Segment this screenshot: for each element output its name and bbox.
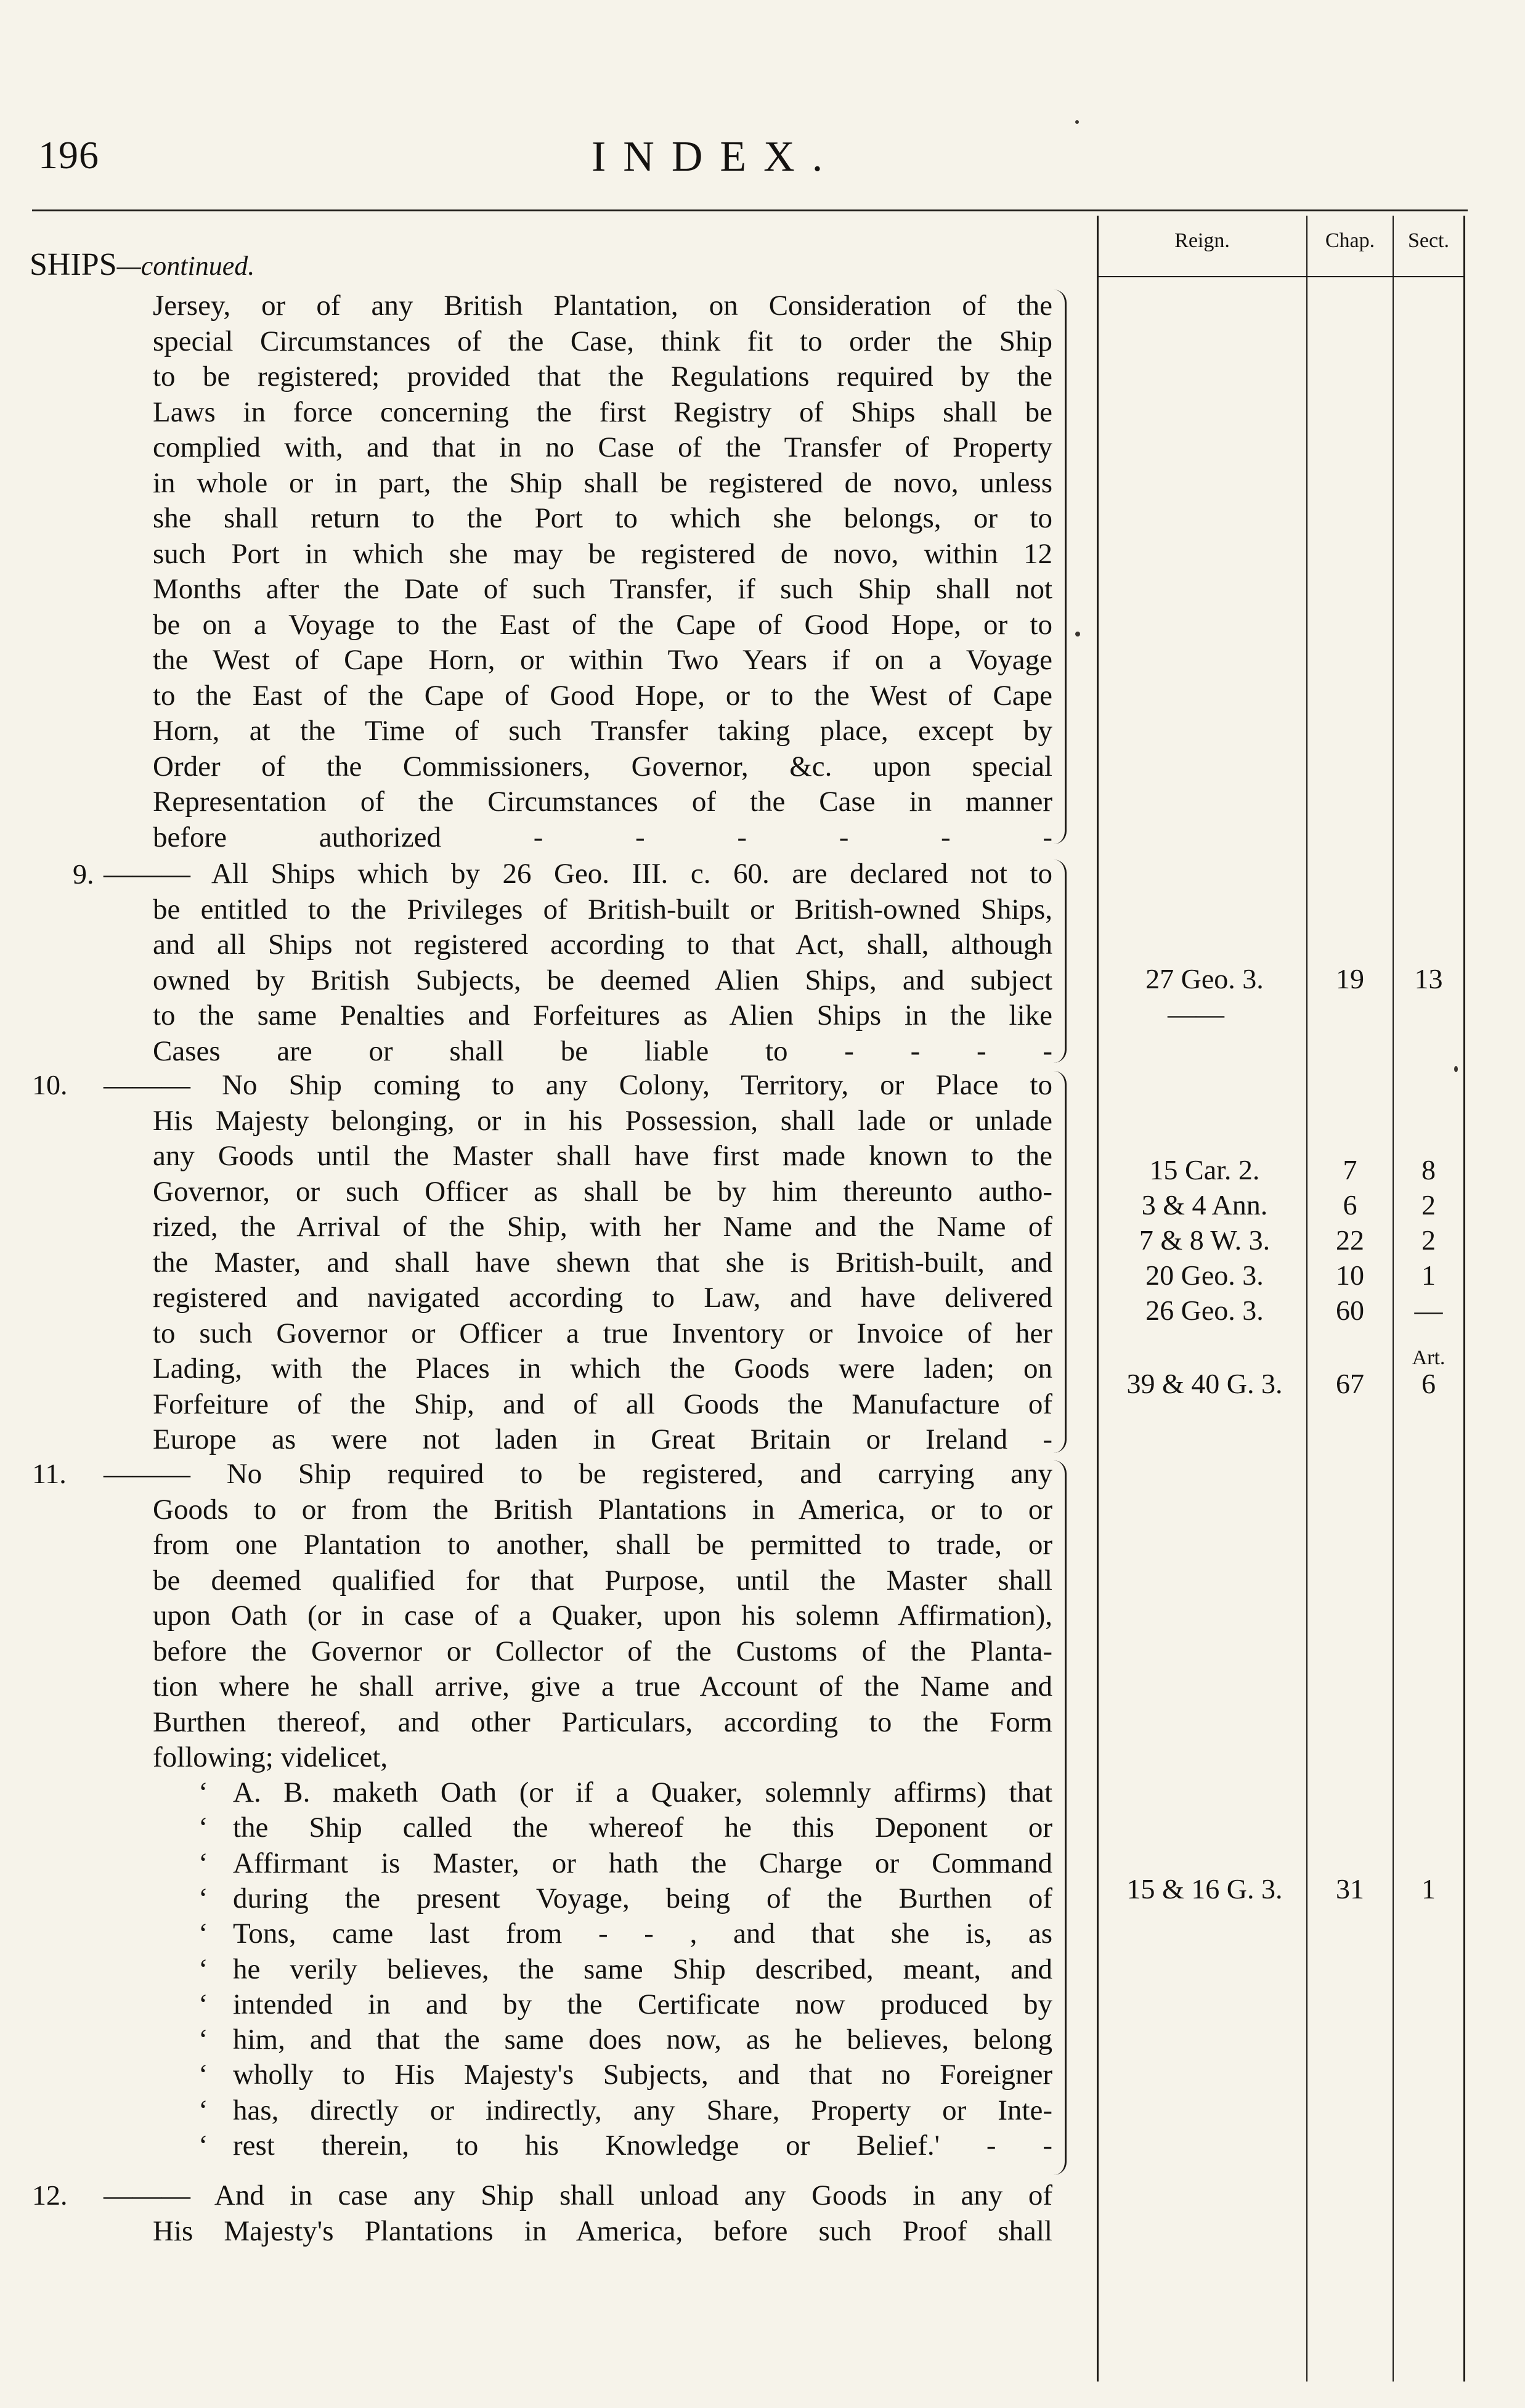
oath-quote-mark: ‘ <box>198 1882 208 1914</box>
oath-quote-mark: ‘ <box>198 1776 208 1808</box>
entry-10-sect: 8 <box>1421 1154 1436 1186</box>
entry-11-line: from one Plantation to another, shall be permitted to trade, or <box>153 1529 1052 1561</box>
entry-9-line: to the same Penalties and Forfeitures as Alien Ships in the like <box>153 999 1052 1031</box>
entry-10-reign: 3 & 4 Ann. <box>1141 1189 1268 1221</box>
oath-line: rest therein, to his Knowledge or Belief.' - - <box>233 2129 1052 2162</box>
oath-line: him, and that the same does now, as he believes, belong <box>233 2024 1052 2056</box>
entry-10-line: Governor, or such Officer as shall be by him thereunto autho- <box>153 1175 1052 1208</box>
entry-10-line: His Majesty belonging, or in his Possession, shall lade or unlade <box>153 1104 1052 1137</box>
oath-quote-mark: ‘ <box>198 2024 208 2056</box>
entry-10-chap: 6 <box>1343 1189 1357 1221</box>
oath-line: A. B. maketh Oath (or if a Quaker, solemnly affirms) that <box>233 1776 1052 1808</box>
column-header-sect: Sect. <box>1407 229 1450 252</box>
entry-8-line: to the East of the Cape of Good Hope, or to the West of Cape <box>153 679 1052 712</box>
entry-9-chap: 19 <box>1336 963 1364 995</box>
entry-10-reign: 15 Car. 2. <box>1149 1154 1260 1186</box>
paper-speck <box>1454 1066 1458 1072</box>
entry-8-line: she shall return to the Port to which she belongs, or to <box>153 502 1052 534</box>
entry-8-line: the West of Cape Horn, or within Two Years if on a Voyage <box>153 644 1052 676</box>
entry-10-sect: 6 <box>1421 1368 1436 1399</box>
entry-10-line: rized, the Arrival of the Ship, with her Name and the Name of <box>153 1211 1052 1243</box>
entry-10-art-label: Art. <box>1412 1346 1446 1369</box>
oath-quote-mark: ‘ <box>198 1988 208 2020</box>
section-heading <box>30 246 254 283</box>
oath-line: during the present Voyage, being of the Burthen of <box>233 1882 1052 1914</box>
oath-quote-mark: ‘ <box>198 1953 208 1985</box>
oath-quote-mark: ‘ <box>198 2129 208 2162</box>
entry-8-line: special Circumstances of the Case, think fit to order the Ship <box>153 325 1052 357</box>
entry-10-chap: 67 <box>1336 1368 1364 1399</box>
section-continued: —continued. <box>116 251 255 281</box>
oath-quote-mark: ‘ <box>198 2059 208 2091</box>
entry-10-reign: 39 & 40 G. 3. <box>1126 1368 1283 1399</box>
entry-10-reign: 7 & 8 W. 3. <box>1139 1224 1271 1256</box>
entry-8-line: be on a Voyage to the East of the Cape of Good Hope, or to <box>153 608 1052 641</box>
paper-speck <box>1075 632 1080 637</box>
entry-10-line: ——— No Ship coming to any Colony, Territory, or Place to <box>104 1069 1052 1101</box>
entry-10-sect: 2 <box>1421 1224 1436 1256</box>
entry-8-line: complied with, and that in no Case of the Transfer of Property <box>153 431 1052 463</box>
entry-11-line: Burthen thereof, and other Particulars, according to the Form <box>153 1706 1052 1738</box>
entry-11-line: tion where he shall arrive, give a true Account of the Name and <box>153 1670 1052 1702</box>
oath-line: Affirmant is Master, or hath the Charge or Command <box>233 1847 1052 1879</box>
page-title: INDEX. <box>592 133 840 181</box>
entry-11-chap: 31 <box>1336 1873 1364 1905</box>
entry-8-line: Laws in force concerning the first Registry of Ships shall be <box>153 396 1052 428</box>
column-rule-right <box>1463 216 1465 2382</box>
oath-quote-mark: ‘ <box>198 2094 208 2126</box>
entry-8-line: to be registered; provided that the Regulations required by the <box>153 360 1052 393</box>
entry-12-number: 12. <box>32 2179 68 2211</box>
entry-8-line: Order of the Commissioners, Governor, &c. upon special <box>153 750 1052 783</box>
entry-8-line: such Port in which she may be registered de novo, within 12 <box>153 537 1052 570</box>
entry-9-line: be entitled to the Privileges of British-built or British-owned Ships, <box>153 893 1052 925</box>
oath-line: the Ship called the whereof he this Deponent or <box>233 1812 1052 1844</box>
oath-line: intended in and by the Certificate now produced by <box>233 1988 1052 2020</box>
entry-9-sect: 13 <box>1414 963 1443 995</box>
entry-10-sect: — <box>1414 1295 1443 1326</box>
entry-10-sect: 2 <box>1421 1189 1436 1221</box>
entry-11-line: be deemed qualified for that Purpose, until the Master shall <box>153 1564 1052 1597</box>
column-rule-left <box>1097 216 1099 2382</box>
entry-10-chap: 60 <box>1336 1295 1364 1326</box>
entry-8-brace <box>1054 290 1067 844</box>
entry-8-line: Representation of the Circumstances of the Case in manner <box>153 786 1052 818</box>
entry-10-number: 10. <box>32 1069 68 1100</box>
oath-line: wholly to His Majesty's Subjects, and that no Foreigner <box>233 2059 1052 2091</box>
entry-10-line: Europe as were not laden in Great Britain or Ireland - <box>153 1423 1052 1455</box>
entry-11-line: ——— No Ship required to be registered, and carrying any <box>104 1458 1052 1490</box>
oath-quote-mark: ‘ <box>198 1847 208 1879</box>
entry-9-ditto-mark: —— <box>1168 998 1224 1030</box>
oath-quote-mark: ‘ <box>198 1812 208 1844</box>
entry-10-chap: 22 <box>1336 1224 1364 1256</box>
entry-8-line: Months after the Date of such Transfer, if such Ship shall not <box>153 573 1052 605</box>
oath-line: he verily believes, the same Ship described, meant, and <box>233 1953 1052 1985</box>
entry-10-line: registered and navigated according to Law, and have delivered <box>153 1282 1052 1314</box>
entry-11-line: following; videlicet, <box>153 1741 388 1773</box>
entry-8-line: Jersey, or of any British Plantation, on Consideration of the <box>153 290 1052 322</box>
entry-10-line: Forfeiture of the Ship, and of all Goods the Manufacture of <box>153 1388 1052 1420</box>
entry-8-line: in whole or in part, the Ship shall be registered de novo, unless <box>153 466 1052 499</box>
entry-10-line: Lading, with the Places in which the Goods were laden; on <box>153 1352 1052 1385</box>
entry-12-line: ——— And in case any Ship shall unload any Goods in any of <box>104 2179 1052 2211</box>
entry-11-sect: 1 <box>1421 1873 1436 1905</box>
column-header-reign: Reign. <box>1174 229 1230 252</box>
entry-11-line: upon Oath (or in case of a Quaker, upon his solemn Affirmation), <box>153 1600 1052 1632</box>
entry-10-brace <box>1054 1071 1067 1453</box>
entry-11-brace <box>1054 1460 1067 2175</box>
entry-11-number: 11. <box>32 1458 67 1489</box>
page-number: 196 <box>38 133 99 177</box>
entry-10-reign: 20 Geo. 3. <box>1145 1259 1264 1291</box>
entry-9-line: owned by British Subjects, be deemed Alien Ships, and subject <box>153 964 1052 996</box>
column-header-rule <box>1097 276 1465 277</box>
entry-10-chap: 7 <box>1343 1154 1357 1186</box>
entry-10-chap: 10 <box>1336 1259 1364 1291</box>
column-header-chap: Chap. <box>1325 229 1375 252</box>
entry-10-line: to such Governor or Officer a true Inventory or Invoice of her <box>153 1317 1052 1349</box>
entry-12-line: His Majesty's Plantations in America, before such Proof shall <box>153 2215 1052 2247</box>
entry-9-reign: 27 Geo. 3. <box>1145 963 1264 995</box>
entry-9-number: 9. <box>73 858 94 890</box>
entry-10-line: any Goods until the Master shall have first made known to the <box>153 1140 1052 1172</box>
entry-10-line: the Master, and shall have shewn that she is British-built, and <box>153 1246 1052 1279</box>
entry-11-line: before the Governor or Collector of the Customs of the Planta- <box>153 1635 1052 1667</box>
oath-line: has, directly or indirectly, any Share, Property or Inte- <box>233 2094 1052 2126</box>
entry-10-sect: 1 <box>1421 1259 1436 1291</box>
entry-8-line: Horn, at the Time of such Transfer taking place, except by <box>153 715 1052 747</box>
entry-10-reign: 26 Geo. 3. <box>1145 1295 1264 1326</box>
oath-quote-mark: ‘ <box>198 1918 208 1950</box>
entry-9-brace <box>1054 860 1067 1063</box>
entry-11-reign: 15 & 16 G. 3. <box>1126 1873 1283 1905</box>
entry-9-line: and all Ships not registered according to that Act, shall, although <box>153 929 1052 961</box>
oath-line: Tons, came last from - - , and that she is, as <box>233 1918 1052 1950</box>
section-title: SHIPS <box>30 247 117 282</box>
paper-speck <box>1075 120 1079 124</box>
entry-9-line: ——— All Ships which by 26 Geo. III. c. 60. are declared not to <box>104 858 1052 890</box>
entry-8-line: before authorized - - - - - - <box>153 821 1052 853</box>
entry-9-line: Cases are or shall be liable to - - - - <box>153 1035 1052 1067</box>
header-rule <box>32 209 1468 211</box>
entry-11-line: Goods to or from the British Plantations in America, or to or <box>153 1493 1052 1526</box>
